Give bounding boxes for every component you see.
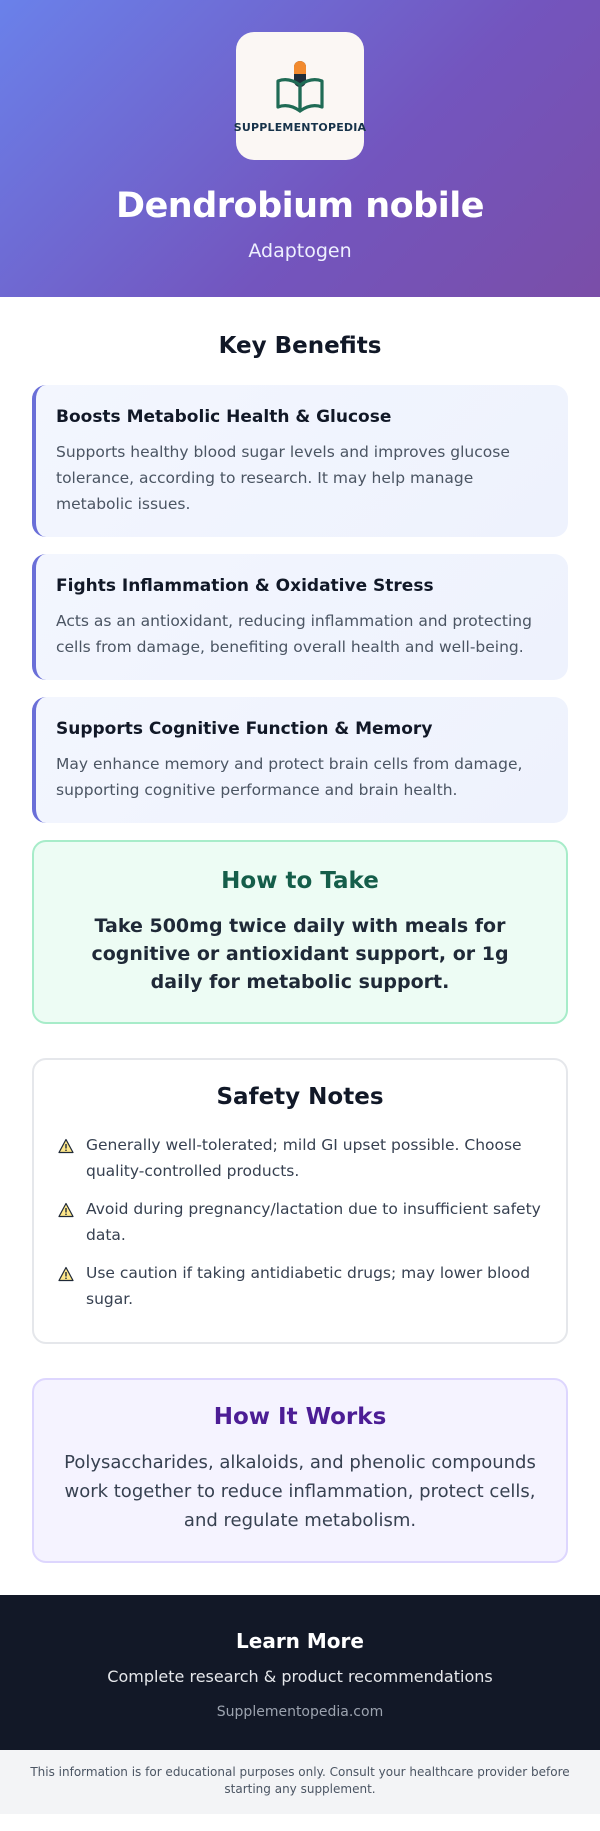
- benefit-card: [32, 385, 568, 537]
- safety-item-text: Avoid during pregnancy/lactation due to insufficient safety data.: [86, 1200, 541, 1244]
- dosage-text: Take 500mg twice daily with meals for cognitive or antioxidant support, or 1g daily for metabolic support.: [91, 915, 509, 993]
- book-capsule-icon: [274, 59, 326, 117]
- benefit-card: [32, 697, 568, 823]
- safety-item-text: Generally well-tolerated; mild GI upset possible. Choose quality-controlled products.: [86, 1136, 522, 1180]
- safety-list: [58, 1132, 542, 1312]
- how-to-take-card: [32, 840, 568, 1024]
- benefit-card: [32, 554, 568, 680]
- logo-text: SUPPLEMENTOPEDIA: [233, 120, 367, 134]
- learn-more-subtitle: Complete research & product recommendations: [107, 1667, 493, 1686]
- warning-icon: [58, 1138, 74, 1154]
- safety-notes-card: [32, 1058, 568, 1344]
- benefit-title: Boosts Metabolic Health & Glucose: [56, 407, 392, 427]
- benefits-list: [0, 385, 600, 823]
- how-it-works-card: [32, 1378, 568, 1563]
- hero-header: [0, 0, 600, 297]
- warning-icon: [58, 1202, 74, 1218]
- safety-notes-title: Safety Notes: [216, 1084, 384, 1110]
- mechanism-text: Polysaccharides, alkaloids, and phenolic compounds work together to reduce inflammation, protect cells, and regulate metabolism.: [64, 1452, 536, 1531]
- page-title: Dendrobium nobile: [116, 186, 484, 226]
- safety-item: [58, 1196, 542, 1248]
- benefit-title: Fights Inflammation & Oxidative Stress: [56, 576, 434, 596]
- safety-item: [58, 1260, 542, 1312]
- key-benefits-title: Key Benefits: [218, 333, 382, 359]
- benefit-text: Acts as an antioxidant, reducing inflammation and protecting cells from damage, benefiting overall health and well-being.: [56, 612, 532, 656]
- warning-icon: [58, 1266, 74, 1282]
- key-benefits-section: [0, 333, 600, 823]
- category-label: Adaptogen: [248, 240, 352, 262]
- benefit-text: Supports healthy blood sugar levels and improves glucose tolerance, according to research. It may help manage metabolic issues.: [56, 443, 510, 513]
- benefit-text: May enhance memory and protect brain cells from damage, supporting cognitive performance and brain health.: [56, 755, 523, 799]
- safety-item: [58, 1132, 542, 1184]
- website-link[interactable]: Supplementopedia.com: [216, 1704, 384, 1720]
- safety-item-text: Use caution if taking antidiabetic drugs; may lower blood sugar.: [86, 1264, 531, 1308]
- learn-more-title: Learn More: [236, 1629, 364, 1653]
- benefit-title: Supports Cognitive Function & Memory: [56, 719, 433, 739]
- how-to-take-title: How to Take: [221, 868, 379, 894]
- footer: [0, 1595, 600, 1750]
- disclaimer: This information is for educational purposes only. Consult your healthcare provider before starting any supplement.: [0, 1750, 600, 1814]
- how-it-works-title: How It Works: [213, 1404, 387, 1430]
- brand-logo[interactable]: [233, 32, 367, 160]
